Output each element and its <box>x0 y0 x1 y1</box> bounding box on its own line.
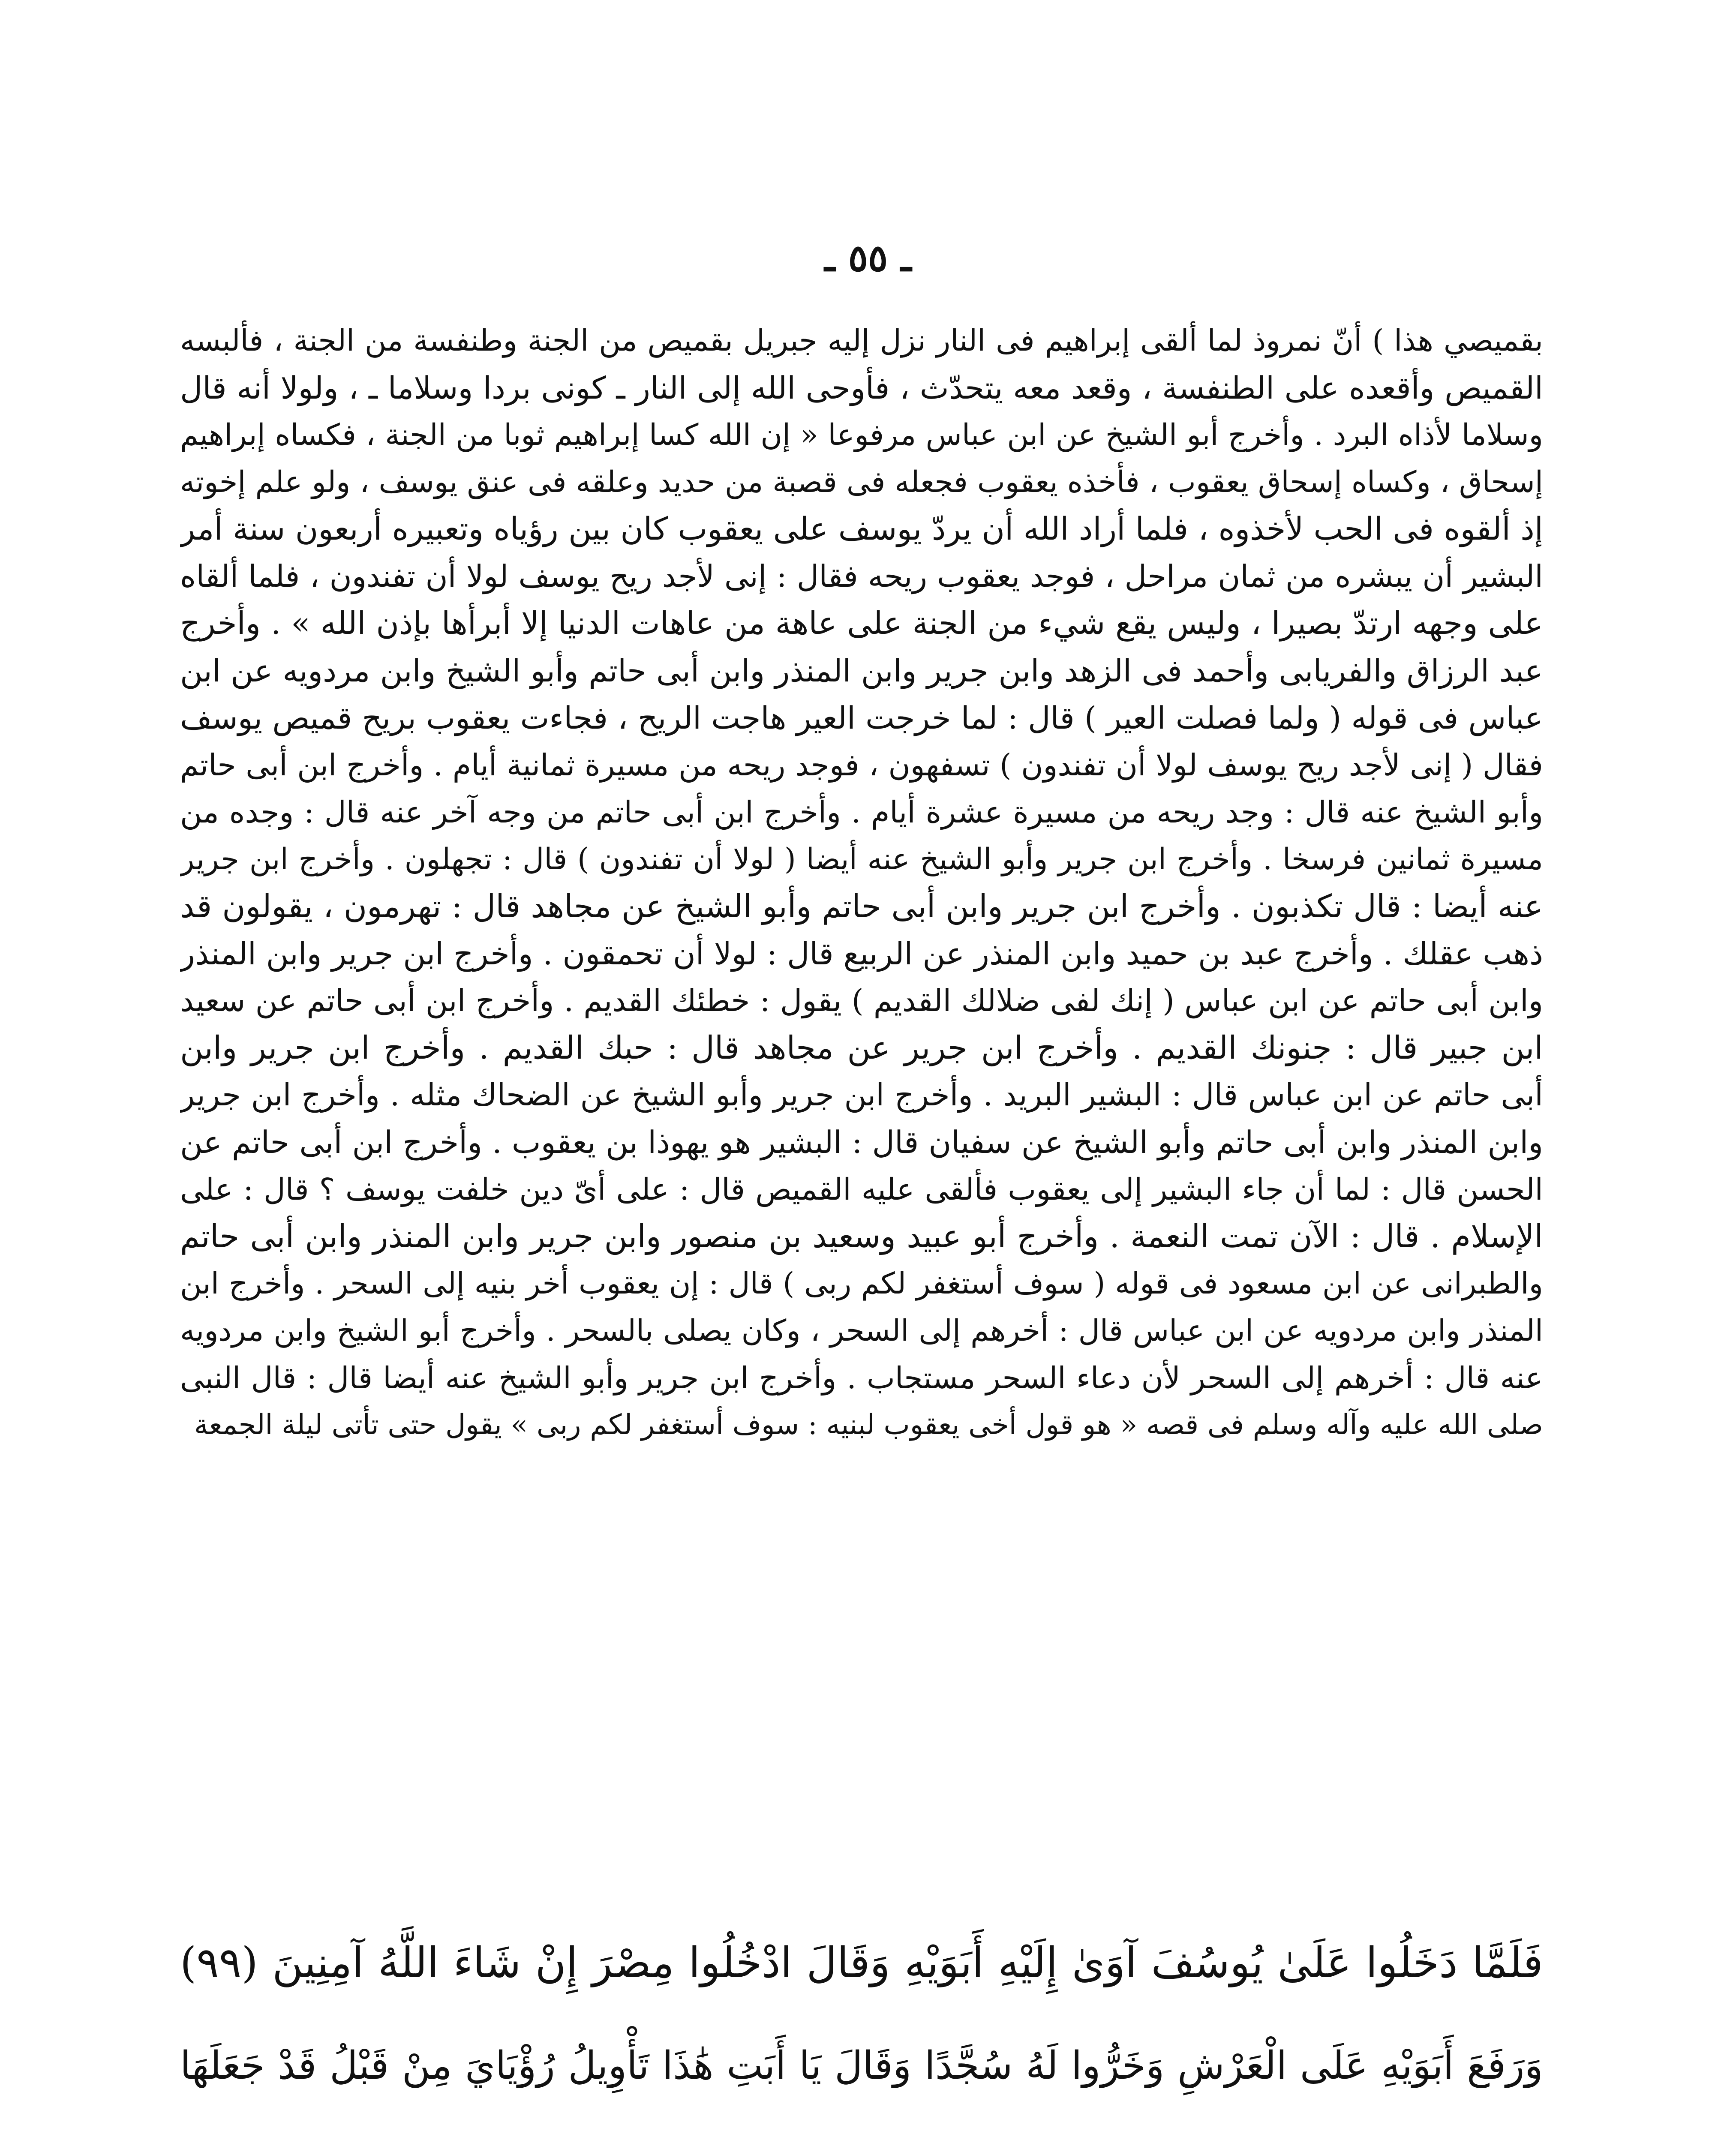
commentary-line: مسيرة ثمانين فرسخا . وأخرج ابن جرير وأبو الشيخ عنه أيضا ( لولا أن تفندون ) قال : تجهلون . وأخرج ابن جرير <box>180 842 1543 876</box>
commentary-line: عنه قال : أخرهم إلى السحر لأن دعاء السحر مستجاب . وأخرج ابن جرير وأبو الشيخ عنه أيضا قال : قال النبى <box>180 1360 1543 1396</box>
commentary-text <box>180 317 1543 1449</box>
commentary-line: إذ ألقوه فى الحب لأخذوه ، فلما أراد الله أن يردّ يوسف على يعقوب كان بين رؤياه وتعبيره أربعون سنة أمر <box>180 511 1543 547</box>
commentary-line: ابن جبير قال : جنونك القديم . وأخرج ابن جرير عن مجاهد قال : حبك القديم . وأخرج ابن جرير وابن <box>180 1029 1543 1066</box>
commentary-line: إسحاق ، وكساه إسحاق يعقوب ، فأخذه يعقوب فجعله فى قصبة من حديد وعلقه فى عنق يوسف ، ولو علم إخوته <box>180 465 1543 499</box>
commentary-line: وأبو الشيخ عنه قال : وجد ريحه من مسيرة عشرة أيام . وأخرج ابن أبى حاتم من وجه آخر عنه قال : وجده من <box>180 795 1543 830</box>
commentary-line: عنه أيضا : قال تكذبون . وأخرج ابن جرير وابن أبى حاتم وأبو الشيخ عن مجاهد قال : تهرمون ، يقولون قد <box>180 888 1543 925</box>
page-number: ـ ٥٥ ـ <box>824 237 912 280</box>
quran-verses <box>180 1916 1543 2143</box>
commentary-line: ذهب عقلك . وأخرج عبد بن حميد وابن المنذر عن الربيع قال : لولا أن تحمقون . وأخرج ابن جرير وابن المنذر <box>180 936 1543 972</box>
verse-line: وَرَفَعَ أَبَوَيْهِ عَلَى الْعَرْشِ وَخَرُّوا لَهُ سُجَّدًا وَقَالَ يَا أَبَتِ هَٰذَا تَأْوِيلُ رُؤْيَايَ مِنْ قَبْلُ قَدْ جَعَلَهَا <box>180 2043 1543 2088</box>
commentary-line: وسلاما لأذاه البرد . وأخرج أبو الشيخ عن ابن عباس مرفوعا « إن الله كسا إبراهيم ثوبا من الجنة ، فكساه إبراهيم <box>180 418 1543 452</box>
commentary-line: الحسن قال : لما أن جاء البشير إلى يعقوب فألقى عليه القميص قال : على أىّ دين خلفت يوسف ؟ قال : على <box>180 1172 1543 1207</box>
commentary-line: عبد الرزاق والفريابى وأحمد فى الزهد وابن جرير وابن المنذر وابن أبى حاتم وأبو الشيخ وابن مردويه عن ابن <box>180 653 1543 689</box>
commentary-line: وابن أبى حاتم عن ابن عباس ( إنك لفى ضلالك القديم ) يقول : خطئك القديم . وأخرج ابن أبى حاتم عن سعيد <box>180 983 1543 1018</box>
commentary-line: البشير أن يبشره من ثمان مراحل ، فوجد يعقوب ريحه فقال : إنى لأجد ريح يوسف لولا أن تفندون ، فلما ألقاه <box>180 558 1543 594</box>
verse-line: فَلَمَّا دَخَلُوا عَلَىٰ يُوسُفَ آوَىٰ إِلَيْهِ أَبَوَيْهِ وَقَالَ ادْخُلُوا مِصْرَ إِنْ شَاءَ اللَّهُ آمِنِينَ (٩٩) <box>180 1939 1543 1987</box>
commentary-line: والطبرانى عن ابن مسعود فى قوله ( سوف أستغفر لكم ربى ) قال : إن يعقوب أخر بنيه إلى السحر . وأخرج ابن <box>180 1267 1543 1301</box>
verse-line <box>180 2122 1543 2143</box>
commentary-line: عباس فى قوله ( ولما فصلت العير ) قال : لما خرجت العير هاجت الريح ، فجاءت يعقوب بريح قميص يوسف <box>180 700 1543 736</box>
commentary-line: الإسلام . قال : الآن تمت النعمة . وأخرج أبو عبيد وسعيد بن منصور وابن جرير وابن المنذر وابن أبى حاتم <box>180 1218 1543 1255</box>
commentary-line: وابن المنذر وابن أبى حاتم وأبو الشيخ عن سفيان قال : البشير هو يهوذا بن يعقوب . وأخرج ابن أبى حاتم عن <box>180 1124 1543 1160</box>
commentary-line: على وجهه ارتدّ بصيرا ، وليس يقع شيء من الجنة على عاهة من عاهات الدنيا إلا أبرأها بإذن الله » . وأخرج <box>180 605 1543 642</box>
commentary-line: صلى الله عليه وآله وسلم فى قصه « هو قول أخى يعقوب لبنيه : سوف أستغفر لكم ربى » يقول حتى تأتى ليلة الجمعة <box>194 1409 1543 1441</box>
commentary-line: القميص وأقعده على الطنفسة ، وقعد معه يتحدّث ، فأوحى الله إلى النار ـ كونى بردا وسلاما ـ ، ولولا أنه قال <box>180 370 1543 406</box>
commentary-line: فقال ( إنى لأجد ريح يوسف لولا أن تفندون ) تسفهون ، فوجد ريحه من مسيرة ثمانية أيام . وأخرج ابن أبى حاتم <box>180 747 1543 783</box>
commentary-line: المنذر وابن مردويه عن ابن عباس قال : أخرهم إلى السحر ، وكان يصلى بالسحر . وأخرج أبو الشيخ وابن مردويه <box>180 1314 1543 1348</box>
commentary-line: أبى حاتم عن ابن عباس قال : البشير البريد . وأخرج ابن جرير وأبو الشيخ عن الضحاك مثله . وأخرج ابن جرير <box>180 1077 1543 1113</box>
commentary-line: بقميصي هذا ) أنّ نمروذ لما ألقى إبراهيم فى النار نزل إليه جبريل بقميص من الجنة وطنفسة من الجنة ، فألبسه <box>180 324 1543 358</box>
